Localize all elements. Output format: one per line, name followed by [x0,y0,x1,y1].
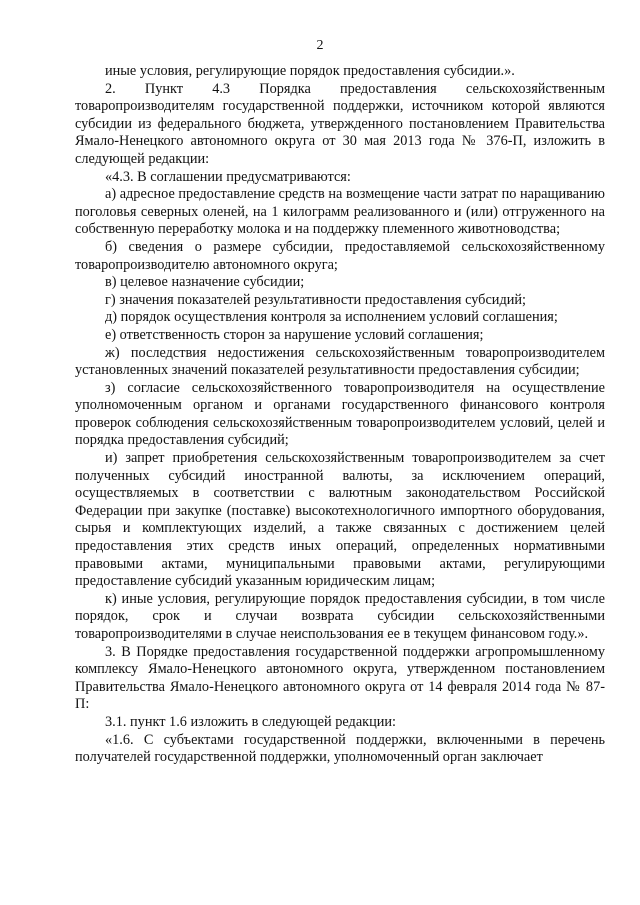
paragraph-subitem-g: г) значения показателей результативности предоставления субсидий; [105,291,527,308]
paragraph-1-6: «1.6. С субъектами государственной поддержки, включенными в перечень получателей государственной поддержки, уполномоченный орган заключает [75,731,605,766]
paragraph-subitem-z: з) согласие сельскохозяйственного товаропроизводителя на осуществление уполномоченным органом и органами государственного финансового контроля проверок соблюдения сельскохозяйственным товаропроизводителем условий, целей и порядка предоставления субсидий; [75,379,605,449]
paragraph-subitem-a: а) адресное предоставление средств на возмещение части затрат по наращиванию поголовья северных оленей, на 1 килограмм реализованного и (или) отгруженного на собственную переработку молока и на поддержку племенного животноводства; [75,186,605,238]
paragraph-subitem-e: е) ответственность сторон за нарушение условий соглашения; [105,326,484,343]
paragraph-subitem-b: б) сведения о размере субсидии, предоставляемой сельскохозяйственному товаропроизводителю автономного округа; [75,238,605,273]
paragraph-conditions-end: иные условия, регулирующие порядок предоставления субсидии.». [105,63,515,79]
document-body [75,63,605,767]
paragraph-subitem-d: д) порядок осуществления контроля за исполнением условий соглашения; [105,309,558,326]
paragraph-subitem-k: к) иные условия, регулирующие порядок предоставления субсидии, в том числе порядок, срок и случаи возврата субсидии сельскохозяйственными товаропроизводителями в случае неиспользования ее в текущем финансовом году.». [75,590,605,642]
paragraph-4-3-heading: «4.3. В соглашении предусматриваются: [105,168,351,185]
paragraph-item-2: 2. Пункт 4.3 Порядка предоставления сельскохозяйственным товаропроизводителям государственной поддержки, источником которой являются субсидии из федерального бюджета, утвержденного постановлением Правительства Ямало-Ненецкого автономного округа от 30 мая 2013 года № 376-П, изложить в следующей редакции: [75,80,605,167]
paragraph-subitem-zh: ж) последствия недостижения сельскохозяйственным товаропроизводителем установленных значений показателей результативности предоставления субсидии; [75,344,605,379]
paragraph-subitem-i: и) запрет приобретения сельскохозяйственным товаропроизводителем за счет полученных субсидий иностранной валюты, за исключением операций, осуществляемых в соответствии с валютным законодательством Российской Федерации при закупке (поставке) высокотехнологичного импортного оборудования, сырья и комплектующих изделий, а также связанных с достижением целей предоставления этих средств иных операций, определенных нормативными правовыми актами, муниципальными правовыми актами, регулирующими предоставление субсидий указанным юридическим лицам; [75,450,605,590]
page-number: 2 [316,38,324,53]
paragraph-item-3: 3. В Порядке предоставления государственной поддержки агропромышленному комплексу Ямало-Ненецкого автономного округа, утвержденном постановлением Правительства Ямало-Ненецкого автономного округа от 14 февраля 2014 года № 87-П: [75,643,605,713]
paragraph-item-3-1: 3.1. пункт 1.6 изложить в следующей редакции: [105,713,397,730]
paragraph-subitem-v: в) целевое назначение субсидии; [105,274,305,291]
